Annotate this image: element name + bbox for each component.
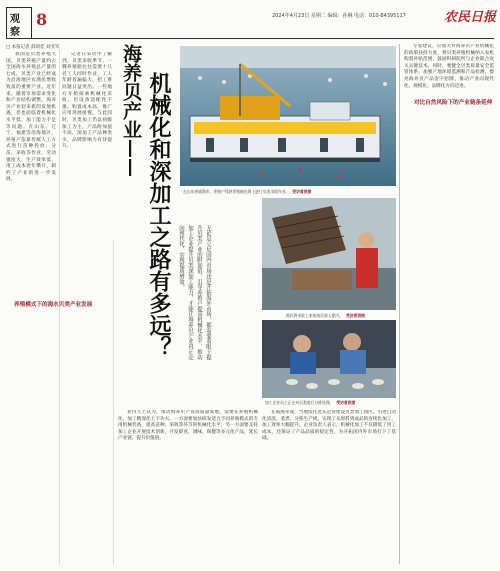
- subhead-a: 养殖模式下的海水贝类产业发展: [14, 302, 93, 308]
- photo-shellfish-boat: [180, 46, 396, 186]
- body-text: 专家建议，应加大对海养贝产业机械化的政策扶持力度，将贝类养殖机械纳入农机购置补贴范围，鼓励科研院所与企业联合攻关关键技术。同时，要健全贝类质量安全监管体系，加强产地环境监测和产品检测，擦亮海养贝产品金字招牌，推动产业向现代化、规模化、品牌化方向迈进。: [404, 44, 494, 89]
- byline: □ 本报记者 薛靖佳 刘亚军: [6, 45, 60, 50]
- caption-main: [183, 189, 311, 195]
- header-meta: 2024年4月23日 星期二 编辑：孙琳 电话：010-84395117: [272, 13, 406, 19]
- section-char-1: 观: [10, 14, 20, 25]
- caption-author: 受访者供图: [336, 400, 356, 405]
- body-text: 记者在采访中了解到，贝类采收季节，一艘养殖船往往需要十几名工人同时作业，工人年龄普遍偏大，招工难问题日益突出。一些地方开始探索机械化采收，但设备适配性不强、购置成本高，推广应用进展缓慢。与此同时，贝类加工仍以初级加工为主，产品附加值不高，深加工产品种类少，品牌影响力有待提升。: [62, 52, 112, 150]
- text-column-2: [62, 52, 112, 557]
- body-text: 在威海荣成，当地依托龙头企业建设贝类加工园区，引进自动化清洗、蒸煮、分拣生产线，实现了从原料到成品的连续化加工，加工效率大幅提升。企业负责人表示，机械化加工不仅降低了用工成本，还保证了产品品质的稳定性，为开拓国内外市场打下了基础。: [262, 410, 396, 442]
- caption-mid: [286, 313, 365, 319]
- caption-text: 在山东省威海市，养殖户驾驶养殖船在海上进行贝类采收作业。: [183, 189, 290, 194]
- caption-low: [265, 400, 355, 406]
- text-column-4: [262, 410, 396, 562]
- page-header: [0, 0, 500, 40]
- newspaper-logo: 农民日报: [444, 10, 497, 25]
- subhead-b: 对比自然风险下的产业链条延伸: [414, 100, 493, 106]
- caption-author: 受访者供图: [292, 189, 312, 194]
- section-label: [6, 7, 32, 39]
- section-char-2: 察: [10, 27, 20, 38]
- caption-text: 渔民将采收上来的扇贝装入筐内。: [286, 313, 343, 318]
- body-text: 我国是贝类养殖大国，贝类养殖产量约占全国海水养殖总产量的七成，贝类产业已经成为沿海地区农渔民增收致富的重要产业。近年来，随着市场需求变化和产业结构调整，海养贝产业迎来新的发展机遇，但也面临着机械化水平低、加工能力不足等问题。在山东、辽宁、福建等沿海地区，养殖户依靠传统人工方式进行苗种投放、分苗、采收等作业，劳动强度大，生产效率低，用工成本逐年攀升，制约了产业的进一步发展。: [6, 52, 56, 183]
- processing-image: [262, 320, 396, 398]
- caption-author: 受访者供图: [345, 313, 365, 318]
- photo-fisherman-basket: [262, 198, 396, 310]
- text-column-3: [118, 410, 258, 562]
- intro-text: 无论是立足国内市场还是开拓海外市场，都需要着眼于提升贝类产业的附加值，引导养殖户提高机械化水平、推动加工企业提升贝类深加工能力，才能让海养贝产业真正走向现代化、实现提质增效。: [178, 225, 211, 360]
- fisherman-image: [262, 198, 396, 310]
- column-divider: [399, 44, 400, 564]
- article-intro: [176, 225, 258, 365]
- column-divider: [113, 240, 114, 565]
- text-column-5: [404, 44, 494, 562]
- article-subtitle: 海养贝产业——: [120, 44, 142, 177]
- photo-processing: [262, 320, 396, 398]
- header-rule: [6, 38, 494, 39]
- boat-image: [180, 46, 396, 186]
- body-text: 业内人士认为，推动海养贝产业高质量发展，需要在养殖机械化、加工精深化上下功夫。一方面要加快研发适合不同养殖模式的专用机械装备，提高苗种、采收等环节的机械化水平；另一方面要支持加工企业开展技术创新，开发即食、调味、保健等多元化产品，延长产业链、提升价值链。: [118, 410, 258, 442]
- page-number: 8: [36, 10, 48, 29]
- caption-text: 加工企业员工正在对贝类进行分拣处理。: [265, 400, 334, 405]
- article-title: 机械化和深加工之路有多远？: [146, 72, 172, 358]
